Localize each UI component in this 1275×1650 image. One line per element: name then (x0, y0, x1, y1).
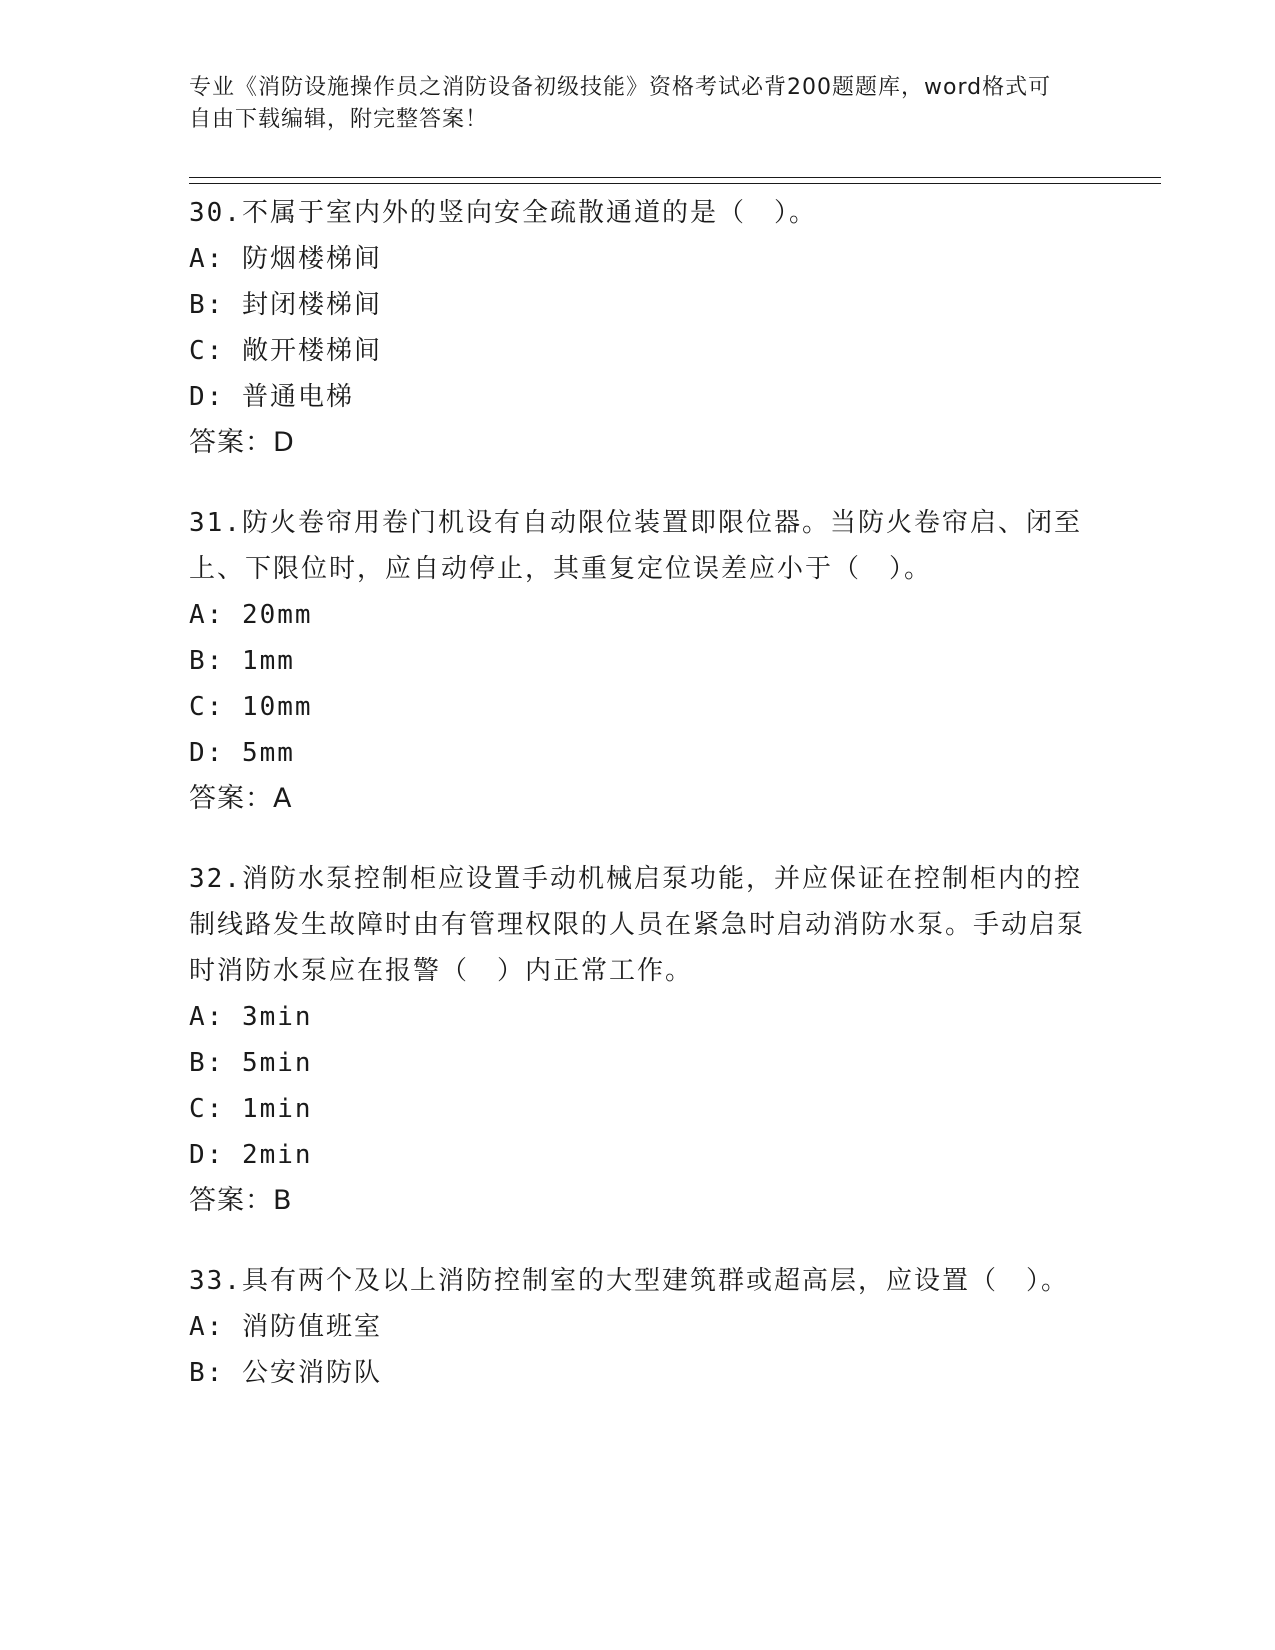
option-a: A: 消防值班室 (189, 1312, 382, 1342)
header-divider-top (189, 177, 1161, 178)
option-b: B: 5min (189, 1048, 313, 1078)
question-33 (189, 1258, 1089, 1396)
option-c: C: 敞开楼梯间 (189, 336, 382, 366)
question-text: 33.具有两个及以上消防控制室的大型建筑群或超高层，应设置（ ）。 (189, 1266, 1069, 1296)
question-32 (189, 856, 1089, 1224)
question-text: 30.不属于室内外的竖向安全疏散通道的是（ ）。 (189, 198, 817, 228)
question-31 (189, 500, 1089, 822)
header-divider-bottom (189, 183, 1161, 184)
question-text: 31.防火卷帘用卷门机设有自动限位装置即限位器。当防火卷帘启、闭至上、下限位时，应自动停止，其重复定位误差应小于（ ）。 (189, 508, 1082, 584)
option-a: A: 防烟楼梯间 (189, 244, 382, 274)
document-intro: 专业《消防设施操作员之消防设备初级技能》资格考试必背200题题库，word格式可自由下载编辑，附完整答案！ (189, 75, 1052, 132)
option-b: B: 封闭楼梯间 (189, 290, 382, 320)
option-c: C: 1min (189, 1094, 313, 1124)
option-a: A: 3min (189, 1002, 313, 1032)
question-text: 32.消防水泵控制柜应设置手动机械启泵功能，并应保证在控制柜内的控制线路发生故障时由有管理权限的人员在紧急时启动消防水泵。手动启泵时消防水泵应在报警（ ）内正常工作。 (189, 864, 1086, 986)
option-d: D: 5mm (189, 738, 295, 768)
option-a: A: 20mm (189, 600, 313, 630)
option-d: D: 2min (189, 1140, 313, 1170)
answer-line: 答案：A (189, 783, 293, 814)
answer-line: 答案：B (189, 1185, 293, 1216)
option-b: B: 公安消防队 (189, 1358, 382, 1388)
answer-line: 答案：D (189, 427, 295, 458)
question-30 (189, 190, 1089, 466)
option-c: C: 10mm (189, 692, 313, 722)
question-list (189, 190, 1089, 1418)
option-b: B: 1mm (189, 646, 295, 676)
option-d: D: 普通电梯 (189, 382, 354, 412)
